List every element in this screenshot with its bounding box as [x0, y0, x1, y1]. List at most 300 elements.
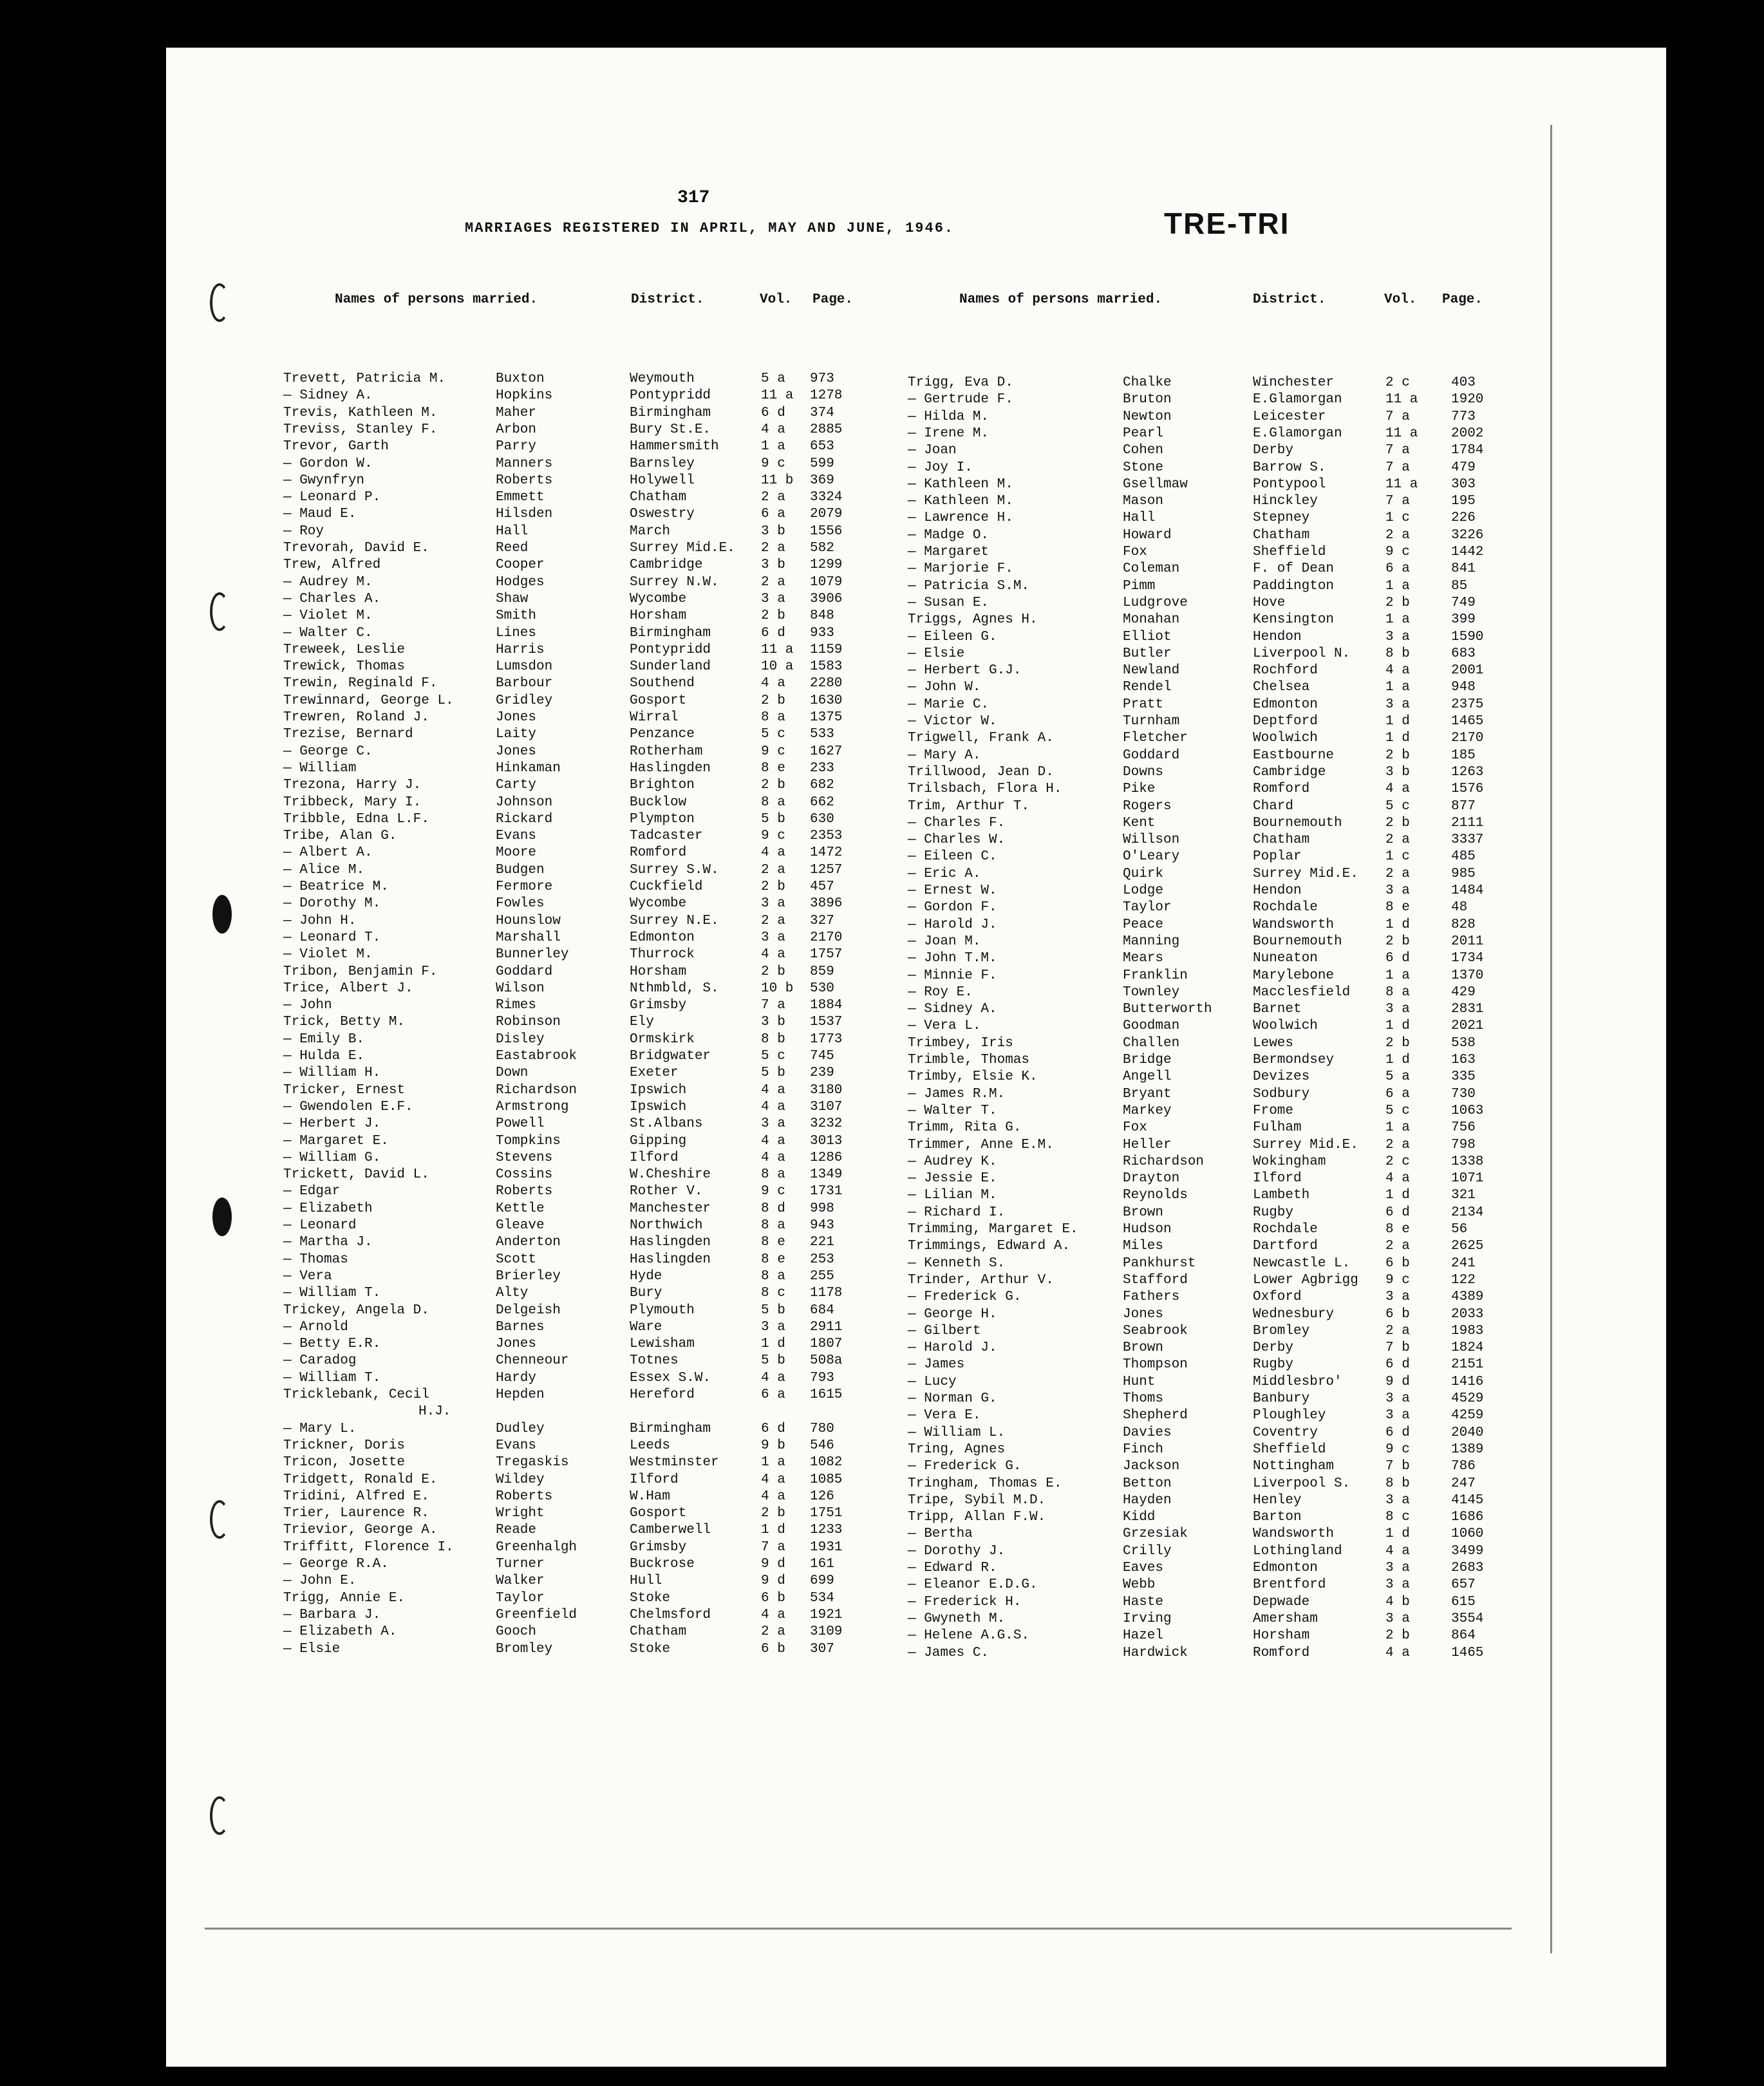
entry-district: Sunderland	[630, 659, 711, 675]
entry-volume: 2 b	[1385, 815, 1410, 831]
entry-page-number: 1920	[1451, 392, 1484, 408]
entry-volume: 2 a	[761, 541, 785, 556]
right-page-header: Page.	[1442, 292, 1483, 307]
entry-spouse-surname: Gooch	[496, 1624, 537, 1640]
entry-volume: 4 a	[761, 1472, 785, 1487]
entry-district: Henley	[1253, 1492, 1302, 1508]
entry-district: Ormskirk	[630, 1031, 695, 1047]
entry-volume: 8 e	[761, 760, 785, 776]
entry-volume: 1 a	[1385, 612, 1410, 628]
entry-page-number: 730	[1451, 1086, 1476, 1102]
entry-spouse-surname: Smith	[496, 608, 537, 624]
entry-volume: 10 a	[761, 659, 794, 675]
entry-volume: 4 a	[1385, 1171, 1410, 1187]
entry-spouse-surname: Gridley	[496, 693, 553, 708]
entry-spouse-surname: Reynolds	[1123, 1188, 1188, 1203]
entry-district: Grimsby	[630, 1539, 687, 1555]
entry-page-number: 479	[1451, 460, 1476, 475]
entry-name: Tricker, Ernest	[283, 1082, 406, 1098]
entry-volume: 2 b	[761, 693, 785, 708]
entry-page-number: 163	[1451, 1053, 1476, 1067]
entry-district: Chatham	[630, 490, 687, 505]
entry-page-number: 1884	[810, 998, 843, 1013]
entry-spouse-surname: Down	[496, 1066, 529, 1081]
entry-district: Liverpool S.	[1253, 1476, 1351, 1491]
entry-name: Trigg, Eva D.	[908, 375, 1013, 390]
entry-district: Lewes	[1253, 1035, 1294, 1051]
entry-page-number: 3554	[1451, 1611, 1484, 1626]
entry-spouse-surname: Thompson	[1123, 1357, 1188, 1373]
entry-district: Lambeth	[1253, 1188, 1310, 1203]
entry-district: Stepney	[1253, 511, 1310, 526]
entry-spouse-surname: Franklin	[1123, 968, 1188, 983]
entry-district: Horsham	[1253, 1628, 1310, 1644]
entry-page-number: 2683	[1451, 1561, 1484, 1575]
entry-name: Triffitt, Florence I.	[283, 1539, 454, 1555]
entry-page-number: 1630	[810, 693, 843, 708]
entry-name: — Elsie	[908, 646, 965, 661]
entry-name: — Lucy	[908, 1374, 957, 1389]
entry-page-number: 1773	[810, 1031, 843, 1047]
entry-volume: 11 b	[761, 473, 794, 488]
entry-district: Holywell	[630, 473, 695, 488]
entry-name: Trewick, Thomas	[283, 659, 406, 675]
entry-spouse-surname: Tompkins	[496, 1133, 561, 1149]
entry-volume: 2 a	[761, 862, 785, 878]
entry-name: — Leonard	[283, 1218, 357, 1233]
entry-spouse-surname: Hudson	[1123, 1222, 1172, 1237]
entry-page-number: 1824	[1451, 1340, 1484, 1356]
entry-name: — Kenneth S.	[908, 1255, 1006, 1271]
entry-volume: 8 b	[1385, 646, 1410, 661]
entry-district: Hove	[1253, 595, 1286, 610]
entry-spouse-surname: Taylor	[496, 1590, 545, 1606]
entry-district: Manchester	[630, 1201, 711, 1216]
entry-spouse-surname: Stafford	[1123, 1272, 1188, 1288]
punch-hole-mark	[210, 1796, 229, 1835]
entry-name: Trievior, George A.	[283, 1523, 438, 1538]
entry-spouse-surname: Heller	[1123, 1137, 1172, 1152]
entry-district: Bournemouth	[1253, 815, 1342, 831]
entry-name: — Eileen C.	[908, 849, 997, 865]
entry-spouse-surname: O'Leary	[1123, 849, 1180, 865]
entry-district: Gipping	[630, 1133, 687, 1149]
entry-district: Leicester	[1253, 409, 1326, 424]
entry-district: Weymouth	[630, 371, 695, 386]
entry-name: Trewren, Roland J.	[283, 710, 429, 725]
left-names-header: Names of persons married.	[335, 292, 538, 307]
entry-page-number: 321	[1451, 1188, 1476, 1203]
entry-spouse-surname: Bridge	[1123, 1053, 1172, 1067]
entry-spouse-surname: Lines	[496, 625, 537, 641]
entry-page-number: 684	[810, 1302, 834, 1318]
entry-volume: 4 a	[761, 845, 785, 861]
entry-spouse-surname: Chalke	[1123, 375, 1172, 390]
entry-district: Marylebone	[1253, 968, 1335, 983]
entry-page-number: 239	[810, 1066, 834, 1081]
entry-district: Lower Agbrigg	[1253, 1272, 1358, 1288]
entry-spouse-surname: Carty	[496, 778, 537, 793]
entry-spouse-surname: Barnes	[496, 1319, 545, 1335]
entry-page-number: 335	[1451, 1069, 1476, 1085]
entry-volume: 2 a	[1385, 1239, 1410, 1254]
entry-volume: 6 b	[761, 1590, 785, 1606]
entry-page-number: 1465	[1451, 1645, 1484, 1660]
entry-spouse-surname: Evans	[496, 829, 537, 844]
entry-name: — Lilian M.	[908, 1188, 997, 1203]
entry-spouse-surname: Pankhurst	[1123, 1255, 1196, 1271]
entry-spouse-surname: Butler	[1123, 646, 1172, 661]
entry-district: Edmonton	[1253, 1561, 1318, 1575]
entry-page-number: 1472	[810, 845, 843, 861]
entry-district: Birmingham	[630, 1421, 711, 1436]
entry-spouse-surname: Kidd	[1123, 1510, 1156, 1525]
entry-district: Buckrose	[630, 1557, 695, 1572]
entry-name: Trier, Laurence R.	[283, 1506, 429, 1521]
entry-page-number: 226	[1451, 511, 1476, 526]
entry-volume: 9 c	[761, 744, 785, 759]
entry-page-number: 4389	[1451, 1290, 1484, 1305]
entry-spouse-surname: Lumsdon	[496, 659, 553, 675]
entry-page-number: 2353	[810, 829, 843, 844]
entry-name: — Richard I.	[908, 1205, 1006, 1220]
entry-name: Trickner, Doris	[283, 1438, 406, 1453]
entry-volume: 1 a	[1385, 968, 1410, 983]
entry-volume: 4 a	[761, 947, 785, 963]
entry-volume: 4 a	[761, 1489, 785, 1504]
entry-district: Fulham	[1253, 1120, 1302, 1136]
entry-spouse-surname: Delgeish	[496, 1302, 561, 1318]
entry-district: Pontypool	[1253, 476, 1326, 492]
entry-district: Rother V.	[630, 1184, 703, 1199]
entry-spouse-surname: Manning	[1123, 934, 1180, 949]
entry-page-number: 1257	[810, 862, 843, 878]
entry-page-number: 2134	[1451, 1205, 1484, 1220]
entry-name: — Gordon F.	[908, 900, 997, 916]
entry-spouse-surname: Kent	[1123, 815, 1156, 831]
entry-spouse-surname: Buxton	[496, 371, 545, 386]
entry-volume: 11 a	[761, 642, 794, 657]
entry-page-number: 756	[1451, 1120, 1476, 1136]
entry-page-number: 1263	[1451, 764, 1484, 780]
entry-spouse-surname: Hall	[496, 523, 529, 539]
entry-district: Pontypridd	[630, 642, 711, 657]
entry-volume: 8 e	[1385, 900, 1410, 916]
entry-spouse-surname: Fowles	[496, 896, 545, 912]
entry-page-number: 1484	[1451, 883, 1484, 898]
entry-volume: 1 d	[1385, 731, 1410, 746]
entry-page-number: 828	[1451, 917, 1476, 932]
entry-page-number: 534	[810, 1590, 834, 1606]
entry-page-number: 1583	[810, 659, 843, 675]
entry-spouse-surname: Bromley	[496, 1641, 553, 1657]
entry-district: Woolwich	[1253, 1019, 1318, 1034]
entry-spouse-surname: Walker	[496, 1574, 545, 1589]
entry-page-number: 253	[810, 1252, 834, 1267]
entry-district: Newcastle L.	[1253, 1255, 1351, 1271]
entry-name: Tring, Agnes	[908, 1442, 1006, 1457]
entry-name: — Eleanor E.D.G.	[908, 1577, 1038, 1593]
entry-district: Surrey S.W.	[630, 862, 719, 878]
entry-name: — Marjorie F.	[908, 561, 1013, 577]
entry-page-number: 485	[1451, 849, 1476, 865]
entry-page-number: 2001	[1451, 663, 1484, 679]
entry-name: Trimbey, Iris	[908, 1035, 1013, 1051]
entry-district: Wandsworth	[1253, 1527, 1335, 1542]
entry-district: Sheffield	[1253, 1442, 1326, 1457]
entry-volume: 7 a	[761, 998, 785, 1013]
entry-name: — Vera	[283, 1268, 332, 1284]
right-district-header: District.	[1253, 292, 1326, 307]
entry-page-number: 327	[810, 913, 834, 928]
entry-page-number: 399	[1451, 612, 1476, 628]
entry-spouse-surname: Harris	[496, 642, 545, 657]
entry-page-number: 429	[1451, 984, 1476, 1000]
entry-spouse-surname: Webb	[1123, 1577, 1156, 1593]
entry-volume: 2 a	[761, 1624, 785, 1640]
entry-district: Poplar	[1253, 849, 1302, 865]
entry-page-number: 1416	[1451, 1374, 1484, 1389]
entry-page-number: 1921	[810, 1607, 843, 1622]
punch-hole-mark	[212, 895, 232, 934]
entry-spouse-surname: Pike	[1123, 782, 1156, 797]
entry-spouse-surname: Downs	[1123, 764, 1164, 780]
entry-page-number: 530	[810, 981, 834, 996]
entry-name: Tribe, Alan G.	[283, 829, 397, 844]
entry-page-number: 2625	[1451, 1239, 1484, 1254]
entry-volume: 4 a	[1385, 663, 1410, 679]
entry-name: — Dorothy M.	[283, 896, 381, 912]
entry-spouse-surname: Dudley	[496, 1421, 545, 1436]
entry-spouse-surname: Reed	[496, 541, 529, 556]
entry-name: — Beatrice M.	[283, 879, 389, 894]
entry-spouse-surname: Hardwick	[1123, 1645, 1188, 1660]
entry-district: Cambridge	[1253, 764, 1326, 780]
entry-district: Wokingham	[1253, 1154, 1326, 1169]
entry-district: Kensington	[1253, 612, 1335, 628]
entry-volume: 8 e	[761, 1235, 785, 1250]
entry-volume: 2 a	[761, 574, 785, 590]
entry-page-number: 2151	[1451, 1357, 1484, 1373]
entry-volume: 7 b	[1385, 1340, 1410, 1356]
entry-district: E.Glamorgan	[1253, 392, 1342, 408]
entry-page-number: 538	[1451, 1035, 1476, 1051]
entry-volume: 11 a	[1385, 426, 1418, 441]
entry-name: Trickett, David L.	[283, 1167, 429, 1183]
entry-district: Haslingden	[630, 760, 711, 776]
entry-page-number: 683	[1451, 646, 1476, 661]
entry-district: Ware	[630, 1319, 662, 1335]
entry-volume: 3 a	[1385, 1391, 1410, 1406]
entry-volume: 3 a	[1385, 1002, 1410, 1017]
entry-page-number: 841	[1451, 561, 1476, 577]
entry-district: Wandsworth	[1253, 917, 1335, 932]
entry-district: Thurrock	[630, 947, 695, 963]
entry-spouse-surname: Thoms	[1123, 1391, 1164, 1406]
entry-volume: 6 d	[1385, 1425, 1410, 1440]
entry-volume: 7 a	[1385, 494, 1410, 509]
entry-name: — Leonard T.	[283, 930, 381, 945]
entry-page-number: 241	[1451, 1255, 1476, 1271]
entry-name: — Victor W.	[908, 714, 997, 729]
entry-spouse-surname: Brown	[1123, 1205, 1164, 1220]
entry-name: — Violet M.	[283, 947, 373, 963]
entry-district: Oxford	[1253, 1290, 1302, 1305]
entry-spouse-surname: Fletcher	[1123, 731, 1188, 746]
entry-name: Tribble, Edna L.F.	[283, 811, 429, 827]
entry-name: H.J.	[418, 1404, 451, 1420]
entry-district: Horsham	[630, 964, 687, 979]
entry-spouse-surname: Fox	[1123, 545, 1147, 559]
entry-page-number: 4259	[1451, 1408, 1484, 1424]
entry-volume: 5 c	[1385, 798, 1410, 814]
entry-volume: 8 d	[761, 1201, 785, 1216]
entry-volume: 5 b	[761, 1066, 785, 1081]
entry-page-number: 582	[810, 541, 834, 556]
entry-volume: 4 a	[761, 1607, 785, 1622]
entry-page-number: 1576	[1451, 782, 1484, 797]
entry-spouse-surname: Ludgrove	[1123, 595, 1188, 610]
entry-page-number: 2911	[810, 1319, 843, 1335]
entry-page-number: 1349	[810, 1167, 843, 1183]
entry-name: — Elizabeth	[283, 1201, 373, 1216]
entry-volume: 6 d	[1385, 1357, 1410, 1373]
entry-name: — Lawrence H.	[908, 511, 1013, 526]
entry-district: Grimsby	[630, 998, 687, 1013]
entry-volume: 5 c	[1385, 1103, 1410, 1118]
punch-hole-mark	[210, 592, 229, 631]
entry-name: — Bertha	[908, 1527, 973, 1542]
entry-volume: 8 e	[1385, 1222, 1410, 1237]
entry-name: — John E.	[283, 1574, 357, 1589]
entry-spouse-surname: Butterworth	[1123, 1002, 1212, 1017]
entry-page-number: 599	[810, 456, 834, 471]
entry-page-number: 1465	[1451, 714, 1484, 729]
entry-spouse-surname: Miles	[1123, 1239, 1164, 1254]
entry-spouse-surname: Turnham	[1123, 714, 1180, 729]
entry-district: Deptford	[1253, 714, 1318, 729]
entry-district: Hendon	[1253, 883, 1302, 898]
entry-page-number: 1931	[810, 1539, 843, 1555]
entry-spouse-surname: Moore	[496, 845, 537, 861]
entry-volume: 6 a	[1385, 561, 1410, 577]
entry-district: Hinckley	[1253, 494, 1318, 509]
entry-name: — Alice M.	[283, 862, 365, 878]
entry-district: Barnsley	[630, 456, 695, 471]
page-title: MARRIAGES REGISTERED IN APRIL, MAY AND JUNE, 1946.	[465, 220, 955, 236]
entry-volume: 2 b	[761, 1506, 785, 1521]
entry-volume: 6 b	[1385, 1306, 1410, 1322]
entry-district: Barnet	[1253, 1002, 1302, 1017]
entry-volume: 1 c	[1385, 849, 1410, 865]
index-range-label: TRE-TRI	[1164, 207, 1290, 240]
entry-volume: 2 b	[1385, 1035, 1410, 1051]
entry-page-number: 1338	[1451, 1154, 1484, 1169]
entry-spouse-surname: Goddard	[1123, 747, 1180, 763]
entry-spouse-surname: Irving	[1123, 1611, 1172, 1626]
entry-name: Tribon, Benjamin F.	[283, 964, 438, 979]
entry-name: — William T.	[283, 1286, 381, 1301]
entry-district: Surrey N.E.	[630, 913, 719, 928]
entry-name: — Hulda E.	[283, 1049, 365, 1064]
entry-spouse-surname: Parry	[496, 439, 537, 455]
entry-page-number: 773	[1451, 409, 1476, 424]
entry-page-number: 1159	[810, 642, 843, 657]
entry-district: Ilford	[630, 1472, 679, 1487]
entry-page-number: 2079	[810, 507, 843, 522]
entry-spouse-surname: Disley	[496, 1031, 545, 1047]
entry-district: Barton	[1253, 1510, 1302, 1525]
entry-page-number: 122	[1451, 1272, 1476, 1288]
entry-volume: 9 c	[761, 1184, 785, 1199]
entry-spouse-surname: Haste	[1123, 1594, 1164, 1610]
entry-page-number: 998	[810, 1201, 834, 1216]
entry-spouse-surname: Scott	[496, 1252, 537, 1267]
entry-spouse-surname: Hunt	[1123, 1374, 1156, 1389]
entry-volume: 8 a	[761, 710, 785, 725]
entry-name: — Roy E.	[908, 984, 973, 1000]
entry-name: Trimble, Thomas	[908, 1053, 1030, 1067]
entry-name: — Albert A.	[283, 845, 373, 861]
entry-district: Romford	[1253, 782, 1310, 797]
entry-page-number: 2885	[810, 422, 843, 437]
entry-volume: 2 b	[761, 879, 785, 894]
entry-spouse-surname: Eastabrook	[496, 1049, 577, 1064]
entry-spouse-surname: Coleman	[1123, 561, 1180, 577]
entry-district: Rochdale	[1253, 900, 1318, 916]
entry-volume: 3 a	[761, 1319, 785, 1335]
entry-district: Nottingham	[1253, 1459, 1335, 1474]
entry-district: Penzance	[630, 727, 695, 742]
entry-district: Bermondsey	[1253, 1053, 1335, 1067]
entry-district: W.Cheshire	[630, 1167, 711, 1183]
entry-name: Tringham, Thomas E.	[908, 1476, 1062, 1491]
entry-volume: 9 c	[1385, 545, 1410, 559]
entry-volume: 6 b	[761, 1641, 785, 1657]
entry-district: Gosport	[630, 1506, 687, 1521]
entry-spouse-surname: Hinkaman	[496, 760, 561, 776]
entry-spouse-surname: Shepherd	[1123, 1408, 1188, 1424]
entry-name: — Emily B.	[283, 1031, 365, 1047]
entry-spouse-surname: Taylor	[1123, 900, 1172, 916]
entry-name: Trillwood, Jean D.	[908, 764, 1054, 780]
entry-spouse-surname: Goodman	[1123, 1019, 1180, 1034]
entry-volume: 9 b	[761, 1438, 785, 1453]
entry-volume: 2 b	[761, 608, 785, 624]
entry-name: Trezona, Harry J.	[283, 778, 422, 793]
entry-volume: 3 a	[1385, 629, 1410, 644]
entry-name: — Mary L.	[283, 1421, 357, 1436]
entry-spouse-surname: Drayton	[1123, 1171, 1180, 1187]
entry-name: — Caradog	[283, 1353, 357, 1369]
entry-name: Trim, Arthur T.	[908, 798, 1030, 814]
entry-name: — Frederick G.	[908, 1459, 1022, 1474]
entry-page-number: 233	[810, 760, 834, 776]
entry-page-number: 1537	[810, 1015, 843, 1030]
entry-name: Trimm, Rita G.	[908, 1120, 1022, 1136]
entry-spouse-surname: Townley	[1123, 984, 1180, 1000]
entry-volume: 8 b	[761, 1031, 785, 1047]
entry-spouse-surname: Hall	[1123, 511, 1156, 526]
entry-volume: 2 b	[1385, 747, 1410, 763]
entry-volume: 8 c	[761, 1286, 785, 1301]
entry-district: Oswestry	[630, 507, 695, 522]
entry-volume: 2 a	[761, 490, 785, 505]
entry-name: — Charles F.	[908, 815, 1006, 831]
entry-name: — Gwyneth M.	[908, 1611, 1006, 1626]
entry-name: — William	[283, 760, 357, 776]
entry-volume: 1 a	[1385, 578, 1410, 594]
